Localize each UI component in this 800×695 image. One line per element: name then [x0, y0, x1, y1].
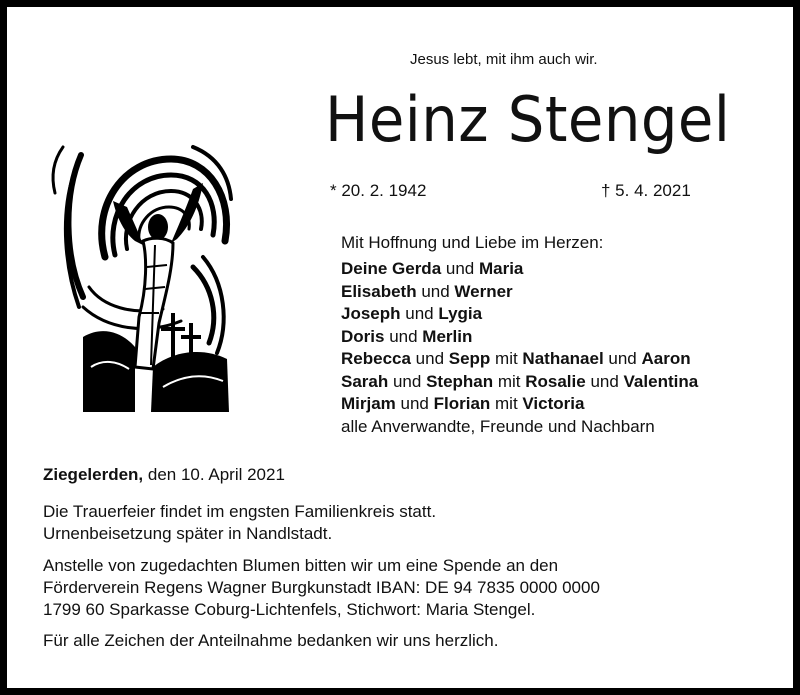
mourner-name: Rosalie	[525, 371, 586, 391]
mourner-name: Doris	[341, 326, 385, 346]
mourner-line	[341, 416, 698, 439]
risen-christ-woodcut-icon	[43, 137, 233, 412]
mourner-name: Joseph	[341, 304, 401, 323]
connector-text: mit	[490, 349, 523, 368]
mourners-list	[341, 258, 698, 438]
connector-text: und	[400, 304, 439, 323]
place-date-line	[43, 465, 285, 485]
death-date: † 5. 4. 2021	[601, 181, 691, 200]
mourner-name: Mirjam	[341, 394, 396, 413]
notice-date: den 10. April 2021	[143, 465, 285, 484]
connector-text: und	[410, 349, 449, 368]
burial-note: Urnenbeisetzung später in Nandlstadt.	[43, 524, 333, 544]
connector-text: alle Anverwandte, Freunde und Nachbarn	[341, 416, 655, 436]
donation-line-2: Förderverein Regens Wagner Burgkunstadt IBAN: DE 94 7835 0000 0000	[43, 577, 600, 597]
mourner-line	[341, 348, 698, 371]
mourner-name: Rebecca	[341, 349, 411, 368]
connector-text: und	[388, 371, 427, 391]
mourner-name: Sarah	[341, 371, 389, 391]
mourner-line	[341, 303, 698, 326]
mourner-name: Valentina	[623, 371, 699, 391]
mourner-name: Elisabeth	[341, 281, 417, 301]
mourner-name: Maria	[478, 259, 524, 278]
connector-text: und	[395, 394, 434, 413]
mourner-name: Lygia	[438, 304, 483, 323]
connector-text: mit	[490, 394, 523, 413]
mourner-name: Werner	[454, 281, 513, 301]
mourner-name: Stephan	[426, 371, 494, 391]
mourner-name: Nathanael	[522, 349, 604, 368]
connector-text: und	[585, 371, 624, 391]
deceased-name: Heinz Stengel	[325, 83, 731, 156]
mourner-name: Florian	[433, 394, 491, 413]
connector-text: und	[603, 349, 642, 368]
thanks-note: Für alle Zeichen der Anteilnahme bedanken wir uns herzlich.	[43, 631, 499, 651]
mourner-line	[341, 326, 698, 349]
funeral-information	[43, 501, 600, 653]
connector-text: und	[416, 281, 455, 301]
mourner-line	[341, 371, 698, 394]
motto-verse: Jesus lebt, mit ihm auch wir.	[410, 51, 598, 68]
donation-line-3: 1799 60 Sparkasse Coburg-Lichtenfels, Stichwort: Maria Stengel.	[43, 600, 536, 620]
donation-line-1: Anstelle von zugedachten Blumen bitten wir um eine Spende an den	[43, 555, 559, 575]
mourner-line	[341, 281, 698, 304]
mourner-line	[341, 393, 698, 416]
mourner-name: Victoria	[522, 394, 585, 413]
mourners-intro: Mit Hoffnung und Liebe im Herzen:	[341, 233, 604, 252]
connector-text: mit	[493, 371, 526, 391]
mourner-name: Aaron	[641, 349, 691, 368]
mourner-name: Deine Gerda	[341, 259, 442, 278]
mourner-name: Sepp	[448, 349, 491, 368]
ceremony-note: Die Trauerfeier findet im engsten Familienkreis statt.	[43, 502, 437, 521]
connector-text: und	[384, 326, 423, 346]
mourner-line	[341, 258, 698, 281]
birth-date: * 20. 2. 1942	[330, 181, 427, 200]
mourner-name: Merlin	[422, 326, 473, 346]
place-name: Ziegelerden,	[43, 465, 144, 484]
connector-text: und	[441, 259, 479, 278]
